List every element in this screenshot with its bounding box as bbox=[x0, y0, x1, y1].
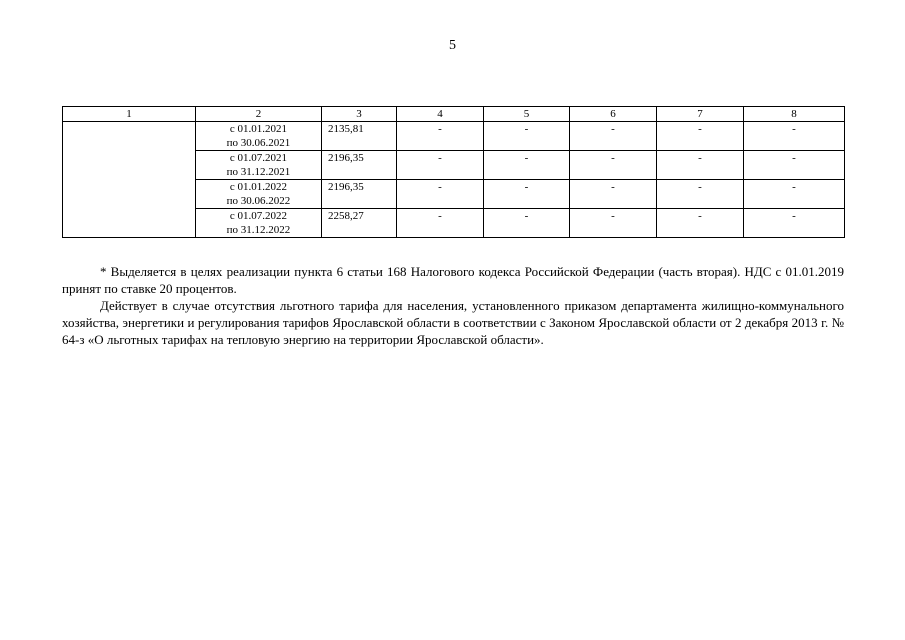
period-to: по 31.12.2022 bbox=[226, 224, 291, 236]
period-cell bbox=[196, 209, 322, 238]
period-cell bbox=[196, 180, 322, 209]
table-header-row bbox=[63, 107, 845, 122]
column-header: 7 bbox=[657, 107, 744, 122]
period-to: по 30.06.2021 bbox=[226, 137, 291, 149]
table-cell: - bbox=[397, 122, 484, 151]
table-cell: - bbox=[657, 122, 744, 151]
period-cell bbox=[196, 151, 322, 180]
period-from: с 01.01.2021 bbox=[229, 123, 288, 135]
table-row bbox=[63, 122, 845, 151]
column-header: 5 bbox=[484, 107, 570, 122]
table-cell: - bbox=[744, 151, 845, 180]
tariff-value-cell: 2196,35 bbox=[322, 180, 397, 209]
period-from: с 01.01.2022 bbox=[229, 181, 288, 193]
footnotes bbox=[62, 263, 844, 348]
period-from: с 01.07.2022 bbox=[229, 210, 288, 222]
table-cell: - bbox=[744, 122, 845, 151]
page-number: 5 bbox=[449, 38, 456, 53]
column-header: 2 bbox=[196, 107, 322, 122]
period-to: по 31.12.2021 bbox=[226, 166, 291, 178]
column-header: 3 bbox=[322, 107, 397, 122]
tariff-value-cell: 2258,27 bbox=[322, 209, 397, 238]
tariff-table bbox=[62, 106, 845, 238]
table-cell: - bbox=[570, 122, 657, 151]
column-header: 6 bbox=[570, 107, 657, 122]
table-cell: - bbox=[570, 180, 657, 209]
column-header: 4 bbox=[397, 107, 484, 122]
table-cell: - bbox=[657, 180, 744, 209]
table-cell: - bbox=[657, 209, 744, 238]
vat-footnote: * Выделяется в целях реализации пункта 6 статьи 168 Налогового кодекса Российской Федерации (часть вторая). НДС с 01.01.2019 принят по ставке 20 процентов. bbox=[62, 264, 844, 296]
tariff-value-cell: 2135,81 bbox=[322, 122, 397, 151]
table-cell: - bbox=[657, 151, 744, 180]
preferential-tariff-note: Действует в случае отсутствия льготного тарифа для населения, установленного приказом департамента жилищно-коммунального хозяйства, энергетики и регулирования тарифов Ярославской области в соответствии с Законом Ярославской области от 2 декабря 2013 г. № 64-з «О льготных тарифах на тепловую энергию на территории Ярославской области». bbox=[62, 298, 844, 347]
table-cell: - bbox=[744, 209, 845, 238]
period-to: по 30.06.2022 bbox=[226, 195, 291, 207]
table-cell: - bbox=[397, 151, 484, 180]
period-from: с 01.07.2021 bbox=[229, 152, 288, 164]
table-cell: - bbox=[570, 151, 657, 180]
table-cell: - bbox=[570, 209, 657, 238]
table-cell: - bbox=[484, 151, 570, 180]
period-cell bbox=[196, 122, 322, 151]
table-cell: - bbox=[397, 209, 484, 238]
column-header: 8 bbox=[744, 107, 845, 122]
table-cell: - bbox=[484, 209, 570, 238]
table-cell: - bbox=[397, 180, 484, 209]
column-header: 1 bbox=[63, 107, 196, 122]
table-cell: - bbox=[744, 180, 845, 209]
merged-first-column-cell bbox=[63, 122, 196, 238]
table-cell: - bbox=[484, 180, 570, 209]
table-cell: - bbox=[484, 122, 570, 151]
tariff-value-cell: 2196,35 bbox=[322, 151, 397, 180]
